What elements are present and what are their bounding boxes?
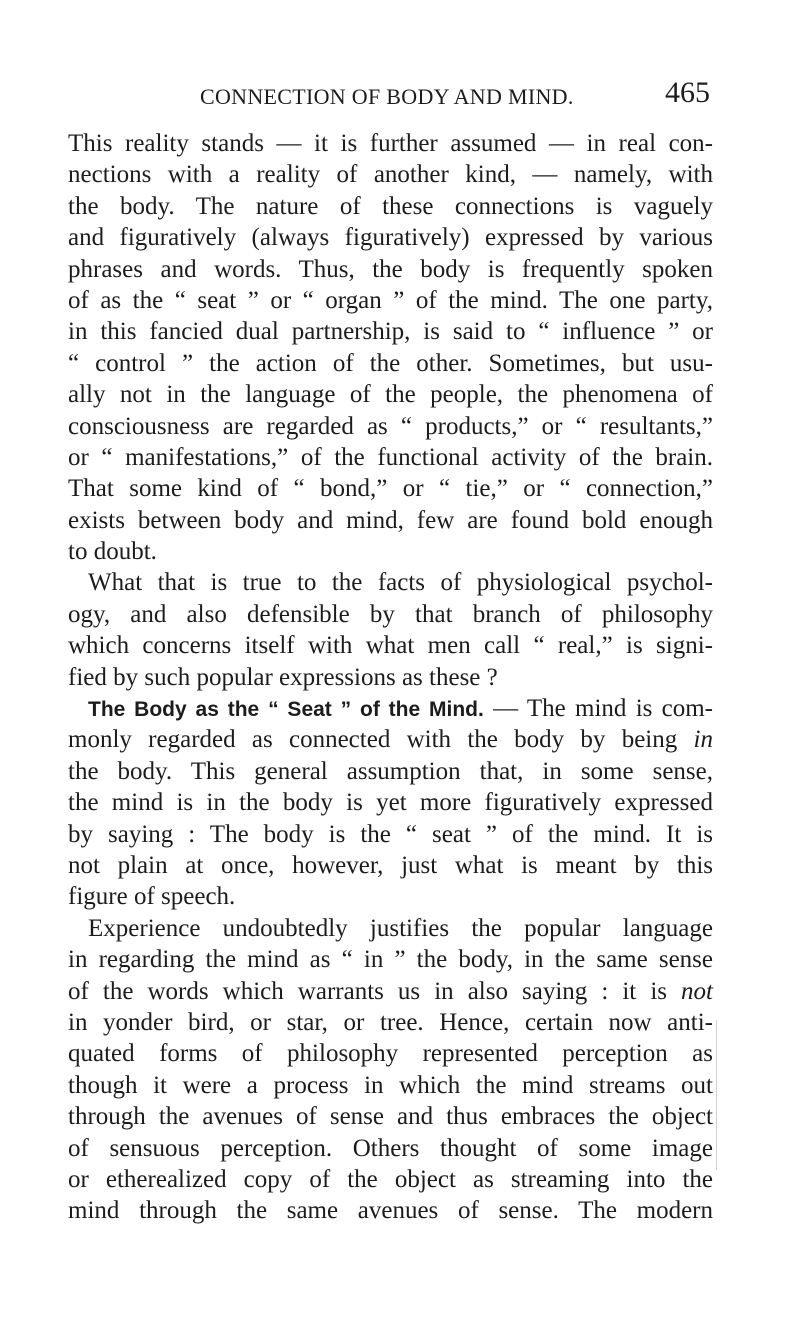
text-line: or etherealized copy of the object as streaming into the [68, 1165, 713, 1193]
text-line: in regarding the mind as “ in ” the body, in the same sense [68, 946, 713, 974]
text-line: the body. The nature of these connections is vaguely [68, 192, 713, 220]
section-heading: The Body as the “ Seat ” of the Mind. [88, 698, 484, 722]
text-line: “ control ” the action of the other. Sometimes, but usu- [68, 349, 713, 377]
text-line: This reality stands — it is further assumed — in real con- [68, 130, 713, 157]
text-line [68, 976, 713, 1007]
page-number: 465 [665, 76, 710, 109]
text-line: fied by such popular expressions as these ? [68, 663, 498, 691]
italic-word: not [681, 977, 713, 1005]
text-line: of as the “ seat ” or “ organ ” of the mind. The one party, [68, 286, 713, 314]
text-line: ally not in the language of the people, the phenomena of [68, 381, 713, 409]
text-line: and figuratively (always figuratively) expressed by various [68, 224, 713, 252]
text-line: That some kind of “ bond,” or “ tie,” or “ connection,” [68, 475, 713, 503]
text-run: of the words which warrants us in also saying : it is [68, 977, 682, 1005]
running-head [160, 76, 710, 116]
body-text [68, 128, 713, 1227]
text-line: mind through the same avenues of sense. The modern [68, 1197, 713, 1225]
text-line: ogy, and also defensible by that branch of philosophy [68, 600, 713, 628]
text-line: What that is true to the facts of physiological psychol- [88, 569, 713, 597]
text-line: the body. This general assumption that, in some sense, [68, 757, 713, 785]
text-line: not plain at once, however, just what is meant by this [68, 851, 713, 879]
text-line: through the avenues of sense and thus embraces the object [68, 1103, 713, 1131]
text-line: figure of speech. [68, 883, 236, 911]
text-line: phrases and words. Thus, the body is frequently spoken [68, 255, 713, 283]
text-line: exists between body and mind, few are found bold enough [68, 506, 713, 534]
text-line: quated forms of philosophy represented perception as [68, 1040, 713, 1068]
text-run: monly regarded as connected with the body by being [68, 726, 694, 754]
text-line: or “ manifestations,” of the functional activity of the brain. [68, 443, 713, 471]
text-line: Experience undoubtedly justifies the popular language [88, 914, 713, 942]
text-line: in this fancied dual partnership, is said to “ influence ” or [68, 318, 713, 346]
text-line: nections with a reality of another kind, — namely, with [68, 161, 713, 189]
text-line: of sensuous perception. Others thought of some image [68, 1134, 713, 1162]
text-line: the mind is in the body is yet more figuratively expressed [68, 789, 713, 817]
text-line: to doubt. [68, 538, 157, 566]
running-title: CONNECTION OF BODY AND MIND. [200, 84, 574, 109]
section-heading-line [68, 693, 713, 724]
italic-word: in [693, 726, 713, 754]
text-run: — The mind is com- [483, 695, 713, 723]
text-line: consciousness are regarded as “ products,” or “ resultants,” [68, 412, 713, 440]
text-line: by saying : The body is the “ seat ” of the mind. It is [68, 820, 713, 848]
text-line: which concerns itself with what men call “ real,” is signi- [68, 632, 713, 660]
margin-bracket-mark [716, 1020, 733, 1170]
text-line [68, 724, 713, 755]
text-line: in yonder bird, or star, or tree. Hence, certain now anti- [68, 1008, 713, 1036]
text-line: though it were a process in which the mind streams out [68, 1071, 713, 1099]
